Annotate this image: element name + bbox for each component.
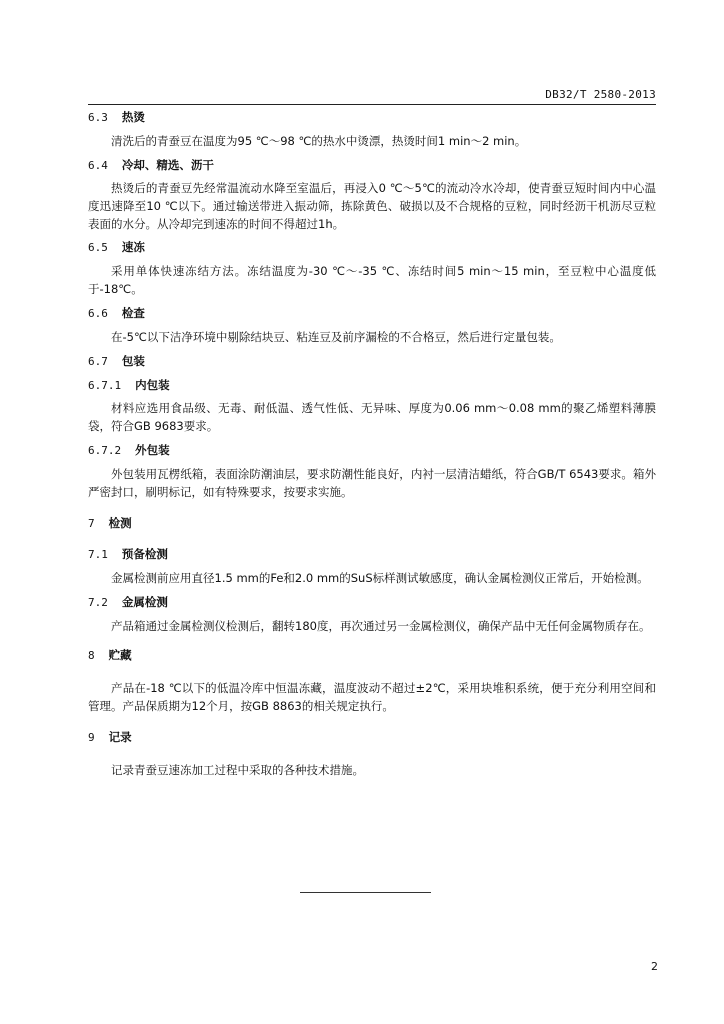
section-6-7-1-heading — [88, 377, 656, 394]
page-number: 2 — [651, 960, 658, 973]
section-title: 外包装 — [135, 443, 170, 457]
section-title: 冷却、精选、沥干 — [121, 158, 214, 172]
section-title: 包装 — [121, 354, 145, 368]
section-title: 检测 — [108, 516, 132, 530]
section-6-3-paragraph: 清洗后的青蚕豆在温度为95 ℃～98 ℃的热水中烫漂，热烫时间1 min～2 min。 — [111, 134, 527, 148]
section-7-2-paragraph: 产品箱通过金属检测仪检测后，翻转180度，再次通过另一金属检测仪，确保产品中无任何金属物质存在。 — [111, 619, 651, 633]
section-title: 贮藏 — [108, 648, 132, 662]
section-number: 6.6 — [88, 307, 108, 320]
section-8-paragraph: 产品在-18 ℃以下的低温冷库中恒温冻藏，温度波动不超过±2℃，采用块堆积系统，便于充分利用空间和管理。产品保质期为12个月，按GB 8863的相关规定执行。 — [88, 681, 656, 713]
section-6-7-2-heading — [88, 442, 656, 459]
section-6-5-heading — [88, 239, 656, 256]
section-number: 6.5 — [88, 241, 108, 254]
section-number: 9 — [88, 731, 95, 744]
section-number: 6.7 — [88, 355, 108, 368]
section-title: 检查 — [121, 306, 145, 320]
section-9-heading — [88, 729, 656, 746]
section-6-4-paragraph: 热烫后的青蚕豆先经常温流动水降至室温后，再浸入0 ℃～5℃的流动冷水冷却，使青蚕豆短时间内中心温度迅速降至10 ℃以下。通过输送带进入振动筛，拣除黄色、破损以及不合规格的豆粒，同时经沥干机沥尽豆粒表面的水分。从冷却完到速冻的时间不得超过1h。 — [88, 181, 656, 231]
section-title: 预备检测 — [121, 547, 168, 561]
section-7-heading — [88, 515, 656, 532]
section-6-7-heading — [88, 353, 656, 370]
section-8-heading — [88, 647, 656, 664]
document-body — [88, 109, 656, 779]
section-6-7-1-paragraph: 材料应选用食品级、无毒、耐低温、透气性低、无异味、厚度为0.06 mm～0.08 mm的聚乙烯塑料薄膜袋，符合GB 9683要求。 — [88, 401, 656, 433]
section-6-3-heading — [88, 109, 656, 126]
section-9-paragraph: 记录青蚕豆速冻加工过程中采取的各种技术措施。 — [111, 763, 364, 777]
section-6-5-paragraph: 采用单体快速冻结方法。冻结温度为-30 ℃～-35 ℃、冻结时间5 min～15 min，至豆粒中心温度低于-18℃。 — [88, 264, 656, 296]
document-code: DB32/T 2580-2013 — [545, 88, 656, 101]
section-number: 6.4 — [88, 159, 108, 172]
section-title: 热烫 — [121, 110, 145, 124]
section-title: 金属检测 — [121, 595, 168, 609]
section-number: 6.7.2 — [88, 444, 122, 457]
section-6-7-2-paragraph: 外包装用瓦楞纸箱，表面涂防潮油层，要求防潮性能良好，内衬一层清洁蜡纸，符合GB/T 6543要求。箱外严密封口，刷明标记，如有特殊要求，按要求实施。 — [88, 467, 656, 499]
section-number: 8 — [88, 649, 95, 662]
section-number: 6.7.1 — [88, 379, 122, 392]
section-title: 记录 — [108, 730, 132, 744]
section-7-1-heading — [88, 546, 656, 563]
header-rule — [88, 104, 656, 105]
section-number: 7.1 — [88, 548, 108, 561]
section-number: 6.3 — [88, 111, 108, 124]
section-7-2-heading — [88, 594, 656, 611]
section-number: 7 — [88, 517, 95, 530]
section-title: 速冻 — [121, 240, 145, 254]
section-6-6-heading — [88, 305, 656, 322]
section-6-4-heading — [88, 157, 656, 174]
end-rule — [300, 892, 431, 893]
section-title: 内包装 — [135, 378, 170, 392]
section-number: 7.2 — [88, 596, 108, 609]
section-6-6-paragraph: 在-5℃以下洁净环境中剔除结块豆、粘连豆及前序漏检的不合格豆，然后进行定量包装。 — [111, 330, 561, 344]
section-7-1-paragraph: 金属检测前应用直径1.5 mm的Fe和2.0 mm的SuS标样测试敏感度，确认金属检测仪正常后，开始检测。 — [111, 571, 649, 585]
